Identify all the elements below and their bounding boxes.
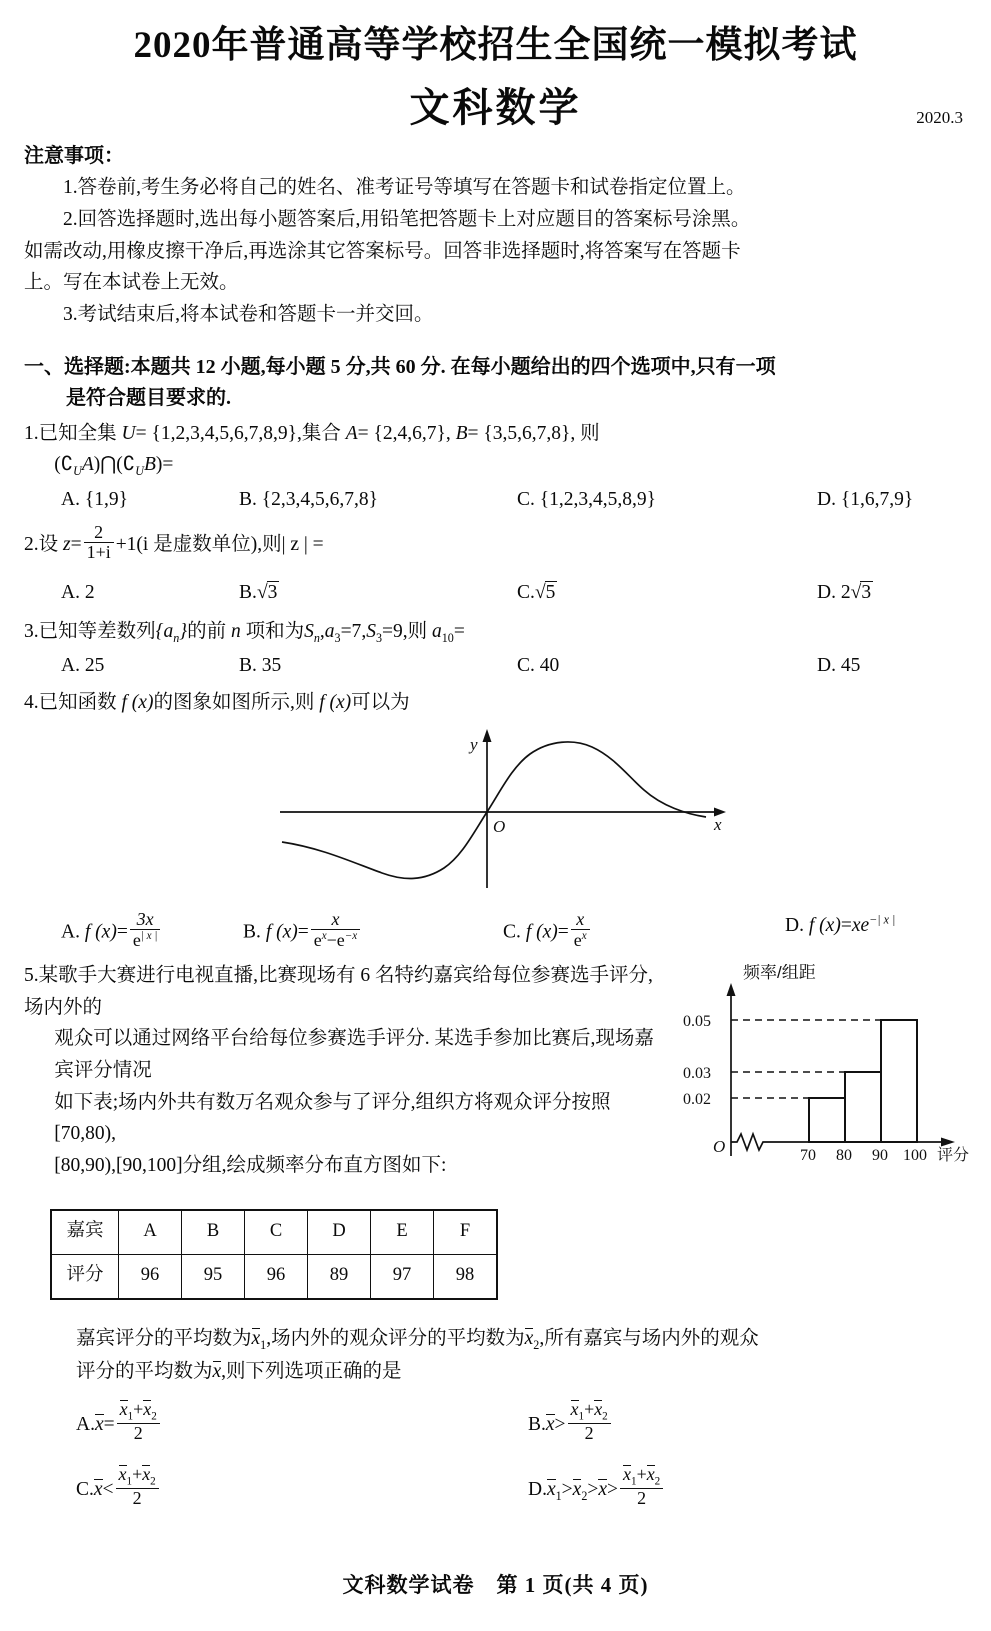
q5-after-2a: 评分的平均数为 xyxy=(76,1360,213,1382)
q5-opt-b-den: 2 xyxy=(584,1422,594,1443)
q5-opt-a-num2-sub: 2 xyxy=(151,1410,157,1423)
function-graph-figure xyxy=(24,720,969,905)
question-4-options xyxy=(24,910,969,951)
complement-icon-2: ∁ xyxy=(122,454,136,476)
q3-ans-sub: 10 xyxy=(441,630,454,645)
q5-opt-d-t2: x xyxy=(572,1479,582,1500)
notice-item-3: 3.考试结束后,将本试卷和答题卡一并交回。 xyxy=(63,303,434,325)
q4-option-d[interactable] xyxy=(785,910,895,941)
q5-opt-a-den: 2 xyxy=(133,1422,143,1443)
q4-opt-b-fn: f (x) xyxy=(265,921,298,943)
q5-x2-sub: 2 xyxy=(533,1337,540,1352)
q5-option-a[interactable] xyxy=(76,1400,528,1443)
q5-opt-a-num1: x xyxy=(119,1399,128,1420)
q5-opt-d-rel2: > xyxy=(587,1479,599,1500)
q3-n: n xyxy=(230,620,241,642)
q5-opt-a-lhs: x xyxy=(94,1414,104,1436)
question-5-options xyxy=(24,1400,969,1508)
q4-opt-a-den-exp: | x | xyxy=(140,929,158,942)
q5-after-line-1 xyxy=(76,1322,947,1355)
q5-opt-b-plus: + xyxy=(584,1399,595,1420)
q1-eq1: = {1,2,3,4,5,6,7,8,9} xyxy=(135,423,297,445)
q4-opt-c-den-base: e xyxy=(573,929,582,950)
section-heading-line2: 是符合题目要求的. xyxy=(66,387,231,410)
q3-seq-sub: n xyxy=(173,630,180,645)
hist-ytick-003: 0.03 xyxy=(683,1065,711,1083)
hist-xtick-100: 100 xyxy=(903,1147,927,1165)
q1-mid: 集合 xyxy=(301,423,341,445)
q2-opt-a-value: 2 xyxy=(84,581,95,603)
q3-cond2-var: S xyxy=(366,620,376,642)
q5-opt-a-plus: + xyxy=(133,1399,144,1420)
question-1-stem: 1.已知全集 U= {1,2,3,4,5,6,7,8,9},集合 A= {2,4,6,7}, B= {3,5,6,7,8}, 则 xyxy=(24,423,600,445)
q4-opt-a-fn: f (x) xyxy=(84,921,117,943)
q3-option-d[interactable]: D. 45 xyxy=(817,655,861,677)
q4-option-c[interactable] xyxy=(503,910,785,951)
q5-opt-a-fraction xyxy=(117,1400,160,1443)
question-1-stem-line2 xyxy=(24,449,969,481)
q4-text-b: 的图象如图所示,则 xyxy=(153,692,315,714)
q5-option-c[interactable] xyxy=(76,1465,528,1508)
q5-x2-bar: x xyxy=(524,1327,534,1349)
q4-opt-a-label: A. xyxy=(61,921,81,943)
score-d: 89 xyxy=(308,1254,371,1298)
q1-lead: 已知全集 xyxy=(38,423,117,445)
q5-opt-d-rel1: > xyxy=(561,1479,573,1500)
q4-opt-b-den1-exp: x xyxy=(321,929,327,942)
q5-opt-c-label: C. xyxy=(76,1479,94,1500)
q3-text-b: 的前 xyxy=(187,620,227,642)
question-5 xyxy=(24,960,969,1508)
q2-frac-num: 2 xyxy=(84,523,114,543)
hist-x-arrow-icon xyxy=(941,1138,955,1147)
frequency-histogram-figure xyxy=(669,964,969,1174)
q1-option-c[interactable]: C. {1,2,3,4,5,8,9} xyxy=(517,488,657,510)
guest-b: B xyxy=(182,1210,245,1254)
q5-line-4: [80,90),[90,100]分组,绘成频率分布直方图如下: xyxy=(54,1154,447,1176)
q4-opt-a-eq: = xyxy=(116,921,128,943)
q4-option-a[interactable] xyxy=(61,910,243,951)
q1-set-u: U xyxy=(121,423,136,445)
q5-opt-d-t1-sub: 1 xyxy=(555,1488,562,1503)
q5-opt-a-num1-sub: 1 xyxy=(127,1410,134,1423)
q5-opt-d-rel3: > xyxy=(607,1479,619,1500)
q5-opt-c-fraction xyxy=(116,1465,159,1508)
q4-opt-b-den2-exp: −x xyxy=(344,929,358,942)
q5-opt-d-label: D. xyxy=(528,1479,547,1500)
guest-score-table xyxy=(50,1209,498,1299)
q5-line-2: 观众可以通过网络平台给每位参赛选手评分. 某选手参加比赛后,现场嘉宾评分情况 xyxy=(54,1028,654,1082)
q4-opt-b-eq: = xyxy=(297,921,309,943)
q4-opt-d-fn: f (x) xyxy=(808,914,841,936)
guest-f: F xyxy=(434,1210,498,1254)
q3-number: 3. xyxy=(24,620,39,642)
q1-option-b[interactable]: B. {2,3,4,5,6,7,8} xyxy=(239,488,379,510)
q4-opt-b-num: x xyxy=(311,910,360,930)
q2-opt-c-label: C. xyxy=(517,581,535,603)
q5-line-1-text: 某歌手大赛进行电视直播,比赛现场有 6 名特约嘉宾给每位参赛选手评分,场内外的 xyxy=(24,965,653,1018)
q5-number: 5. xyxy=(24,965,39,987)
q5-opt-a-label: A. xyxy=(76,1414,95,1436)
hist-y-axis-label: 频率/组距 xyxy=(743,964,816,983)
q4-text-a: 已知函数 xyxy=(38,692,117,714)
question-1-options xyxy=(24,484,969,515)
q5-opt-b-lhs: x xyxy=(545,1414,555,1436)
q3-text-d: 则 xyxy=(407,620,428,642)
q2-option-b[interactable]: B.√3 xyxy=(239,581,278,603)
q5-opt-d-t1: x xyxy=(546,1479,556,1500)
q5-opt-c-den: 2 xyxy=(132,1487,142,1508)
exam-page xyxy=(0,14,991,1631)
q5-opt-d-fraction xyxy=(620,1465,663,1508)
q3-cond1-sub: 3 xyxy=(334,630,341,645)
guest-c: C xyxy=(245,1210,308,1254)
q5-opt-b-num1-sub: 1 xyxy=(578,1410,585,1423)
hist-y-arrow-icon xyxy=(727,983,736,996)
q2-plus-one: +1(i 是虚数单位),则 xyxy=(115,533,282,555)
q3-seq: {a xyxy=(155,620,174,642)
frequency-histogram-svg xyxy=(669,964,969,1164)
q4-opt-c-num: x xyxy=(571,910,590,930)
q3-cond1-var: a xyxy=(324,620,335,642)
subject-title: 文科数学 xyxy=(409,85,582,130)
q4-opt-b-den2: e xyxy=(336,929,345,950)
q5-opt-a-num2: x xyxy=(143,1399,152,1420)
q5-x-bar: x xyxy=(212,1360,222,1382)
subject-row xyxy=(0,76,991,130)
q1-comp-a: A xyxy=(81,454,94,476)
q2-opt-b-value: 3 xyxy=(267,581,278,603)
q4-opt-d-eq: = xyxy=(840,914,852,936)
y-axis-arrow-icon xyxy=(482,729,491,742)
q4-opt-b-den xyxy=(311,930,360,950)
q3-s-sub: n xyxy=(313,630,320,645)
q5-opt-c-num1-sub: 1 xyxy=(126,1475,133,1488)
q1-line2-end: )= xyxy=(155,454,174,476)
section-heading xyxy=(0,352,991,414)
q5-opt-b-num2: x xyxy=(594,1399,603,1420)
q4-number: 4. xyxy=(24,692,39,714)
q2-opt-b-label: B. xyxy=(239,581,257,603)
q3-option-a[interactable]: A. 25 xyxy=(61,655,105,677)
question-2 xyxy=(24,523,969,608)
q5-after-line-2 xyxy=(76,1355,947,1388)
q3-ans-var: a xyxy=(432,620,442,642)
question-4-stem xyxy=(24,687,969,718)
q3-text-a: 已知等差数列 xyxy=(38,620,156,642)
q4-fx-2: f (x) xyxy=(319,692,352,714)
q3-option-c[interactable]: C. 40 xyxy=(517,655,560,677)
q1-comp-sub-1: U xyxy=(73,464,82,479)
q3-s: S xyxy=(304,620,314,642)
hist-xtick-70: 70 xyxy=(800,1147,816,1165)
q5-after-1a: 嘉宾评分的平均数为 xyxy=(76,1327,252,1349)
section-heading-line1: 一、选择题:本题共 12 小题,每小题 5 分,共 60 分. 在每小题给出的四个选项中,只有一项 xyxy=(24,356,776,379)
q4-opt-a-num: 3x xyxy=(130,910,161,930)
score-b: 95 xyxy=(182,1254,245,1298)
q5-opt-b-num xyxy=(568,1400,611,1424)
q5-opt-c-lhs: x xyxy=(93,1479,103,1500)
page-footer: 文科数学试卷 第 1 页(共 4 页) xyxy=(342,1573,649,1597)
q2-number: 2. xyxy=(24,533,39,555)
q4-opt-d-label: D. xyxy=(785,914,805,936)
notice-heading: 注意事项： xyxy=(24,145,124,167)
q5-opt-b-num1: x xyxy=(570,1399,579,1420)
q5-x1-bar: x xyxy=(251,1327,261,1349)
q5-opt-b-fraction xyxy=(568,1400,611,1443)
q1-tail: 则 xyxy=(580,423,600,445)
q5-opt-b-rel: > xyxy=(554,1414,566,1436)
q4-opt-b-minus: − xyxy=(326,929,337,950)
hist-ytick-002: 0.02 xyxy=(683,1091,711,1109)
question-5-stem-continued xyxy=(24,1322,969,1389)
q5-opt-d-plus: + xyxy=(636,1464,647,1485)
q4-opt-b-fraction xyxy=(311,910,360,951)
q5-opt-c-num xyxy=(116,1465,159,1489)
q5-opt-d-den: 2 xyxy=(637,1487,647,1508)
score-a: 96 xyxy=(119,1254,182,1298)
question-3-options xyxy=(24,650,969,681)
question-2-options xyxy=(24,577,969,608)
page-title: 2020年普通高等学校招生全国统一模拟考试 xyxy=(133,25,858,66)
q2-z: z xyxy=(63,533,71,555)
q5-opt-d-num xyxy=(620,1465,663,1489)
score-e: 97 xyxy=(371,1254,434,1298)
q1-set-a: A xyxy=(345,423,358,445)
q2-opt-d-coef: 2 xyxy=(840,581,851,603)
q3-cond2-sub: 3 xyxy=(375,630,382,645)
questions-container xyxy=(0,418,991,1508)
table-header-score: 评分 xyxy=(51,1254,119,1298)
q3-ans-eq: = xyxy=(453,620,465,642)
notice-item-2: 2.回答选择题时,选出每小题答案后,用铅笔把答题卡上对应题目的答案标号涂黑。 xyxy=(63,208,751,230)
q5-opt-d-num2-sub: 2 xyxy=(654,1475,661,1488)
q3-seq-end: } xyxy=(179,620,188,642)
q4-opt-d-exp: −| x | xyxy=(869,912,896,927)
table-row-scores xyxy=(51,1254,497,1298)
q1-option-d[interactable]: D. {1,6,7,9} xyxy=(817,488,914,510)
q5-opt-d-num1: x xyxy=(623,1464,631,1485)
q1-eq3: = {3,5,6,7,8} xyxy=(467,423,571,445)
graph-curve xyxy=(282,742,706,879)
score-c: 96 xyxy=(245,1254,308,1298)
q4-option-b[interactable] xyxy=(243,910,503,951)
q4-opt-d-body: xe xyxy=(851,914,870,936)
q5-opt-c-num1: x xyxy=(118,1464,127,1485)
q5-after-1c: ,所有嘉宾与场内外的观众 xyxy=(539,1327,759,1349)
q5-opt-c-num2: x xyxy=(142,1464,151,1485)
hist-xtick-90: 90 xyxy=(872,1147,888,1165)
q4-opt-c-den-exp: x xyxy=(581,929,587,942)
q2-opt-a-label: A. xyxy=(61,581,81,603)
q4-opt-a-den-base: e xyxy=(132,929,141,950)
q3-option-b[interactable]: B. 35 xyxy=(239,655,282,677)
q4-opt-c-den xyxy=(571,930,590,950)
q1-paren-close-1: ) xyxy=(93,454,101,476)
q3-cond1-val: =7 xyxy=(340,620,362,642)
q2-option-c[interactable]: C.√5 xyxy=(517,581,556,603)
q2-fraction xyxy=(84,523,114,563)
q4-opt-a-den xyxy=(130,930,161,950)
q4-opt-a-fraction xyxy=(130,910,161,951)
q2-option-d[interactable]: D. 2√3 xyxy=(817,581,872,603)
q4-opt-b-label: B. xyxy=(243,921,261,943)
guest-score-table-wrap xyxy=(50,1209,969,1299)
q5-option-d[interactable] xyxy=(528,1465,665,1508)
q1-comp-b: B xyxy=(143,454,156,476)
q5-opt-d-num2: x xyxy=(646,1464,655,1485)
q4-opt-c-fraction xyxy=(571,910,590,951)
q5-line-3: 如下表;场内外共有数万名观众参与了评分,组织方将观众评分按照[70,80), xyxy=(54,1091,611,1145)
notice-item-1: 1.答卷前,考生务必将自己的姓名、准考证号等填写在答题卡和试卷指定位置上。 xyxy=(63,177,746,199)
q2-opt-c-value: 5 xyxy=(545,581,556,603)
q2-opt-d-value: 3 xyxy=(861,581,872,603)
q3-cond2-val: =9 xyxy=(381,620,403,642)
q1-option-a[interactable]: A. {1,9} xyxy=(61,488,128,510)
q3-text-c: 项和为 xyxy=(245,620,305,642)
guest-e: E xyxy=(371,1210,434,1254)
q4-fx-1: f (x) xyxy=(121,692,154,714)
q2-abs: | z | = xyxy=(281,533,324,555)
notice-item-2-cont-b: 上。写在本试卷上无效。 xyxy=(24,272,239,294)
guest-d: D xyxy=(308,1210,371,1254)
q5-opt-c-rel: < xyxy=(102,1479,114,1500)
q5-x1-sub: 1 xyxy=(260,1337,267,1352)
q4-opt-c-eq: = xyxy=(557,921,569,943)
hist-bar-80-90 xyxy=(845,1072,881,1142)
hist-origin-label: O xyxy=(713,1137,726,1157)
q2-frac-den: 1+i xyxy=(86,542,111,563)
table-row-guests xyxy=(51,1210,497,1254)
question-2-stem xyxy=(24,523,969,563)
function-graph-svg xyxy=(262,720,732,895)
hist-ytick-005: 0.05 xyxy=(683,1013,711,1031)
graph-origin-label: O xyxy=(492,817,505,837)
graph-y-label: y xyxy=(469,735,478,755)
q5-option-b[interactable] xyxy=(528,1400,613,1443)
hist-x-axis-label: 评分 xyxy=(937,1147,969,1165)
q5-after-2b: ,则下列选项正确的是 xyxy=(221,1360,402,1382)
q5-opt-a-rel: = xyxy=(103,1414,115,1436)
question-4 xyxy=(24,687,969,950)
question-3-stem: 3.已知等差数列$\{a_n\}$的前 n 项和为$S_n,a_3=7,S_3=9$,则 $a_{10}=$ xyxy=(24,620,465,645)
notice-section xyxy=(0,140,991,330)
q5-opt-a-num xyxy=(117,1400,160,1424)
q5-opt-b-num2-sub: 2 xyxy=(602,1410,608,1423)
q5-opt-d-t2-sub: 2 xyxy=(581,1488,588,1503)
complement-icon: ∁ xyxy=(60,454,74,476)
notice-item-2-cont-a: 如需改动,用橡皮擦干净后,再选涂其它答案标号。回答非选择题时,将答案写在答题卡 xyxy=(24,240,741,262)
q1-paren-open: ( xyxy=(54,454,61,476)
graph-x-label: x xyxy=(713,815,722,835)
q5-opt-c-num2-sub: 2 xyxy=(150,1475,156,1488)
q2-eq: = xyxy=(70,533,82,555)
q4-opt-b-den1: e xyxy=(313,929,322,950)
q1-eq2: = {2,4,6,7} xyxy=(357,423,446,445)
q4-opt-c-fn: f (x) xyxy=(525,921,558,943)
q2-lead: 设 xyxy=(38,533,59,555)
q4-opt-c-label: C. xyxy=(503,921,521,943)
hist-xtick-80: 80 xyxy=(836,1147,852,1165)
exam-date: 2020.3 xyxy=(916,108,963,127)
hist-bar-90-100 xyxy=(881,1020,917,1142)
q1-comp-sub-2: U xyxy=(135,464,144,479)
q5-opt-b-label: B. xyxy=(528,1414,546,1436)
q1-set-b: B xyxy=(455,423,468,445)
q2-option-a[interactable] xyxy=(61,577,239,608)
question-1 xyxy=(24,418,969,515)
table-header-guest: 嘉宾 xyxy=(51,1210,119,1254)
hist-bar-70-80 xyxy=(809,1098,845,1142)
q5-options-row-2 xyxy=(76,1465,947,1508)
score-f: 98 xyxy=(434,1254,498,1298)
q5-opt-c-plus: + xyxy=(132,1464,143,1485)
q5-after-1b: ,场内外的观众评分的平均数为 xyxy=(266,1327,525,1349)
guest-a: A xyxy=(119,1210,182,1254)
question-3 xyxy=(24,616,969,681)
q1-paren-open-2: ( xyxy=(116,454,123,476)
q5-opt-d-num1-sub: 1 xyxy=(631,1475,637,1488)
intersection-icon: ⋂ xyxy=(100,454,117,476)
q2-opt-d-label: D. xyxy=(817,581,837,603)
q5-opt-d-t3: x xyxy=(598,1479,608,1500)
q1-number: 1. xyxy=(24,423,39,445)
q5-options-row-1 xyxy=(76,1400,947,1443)
q4-text-c: 可以为 xyxy=(351,692,410,714)
